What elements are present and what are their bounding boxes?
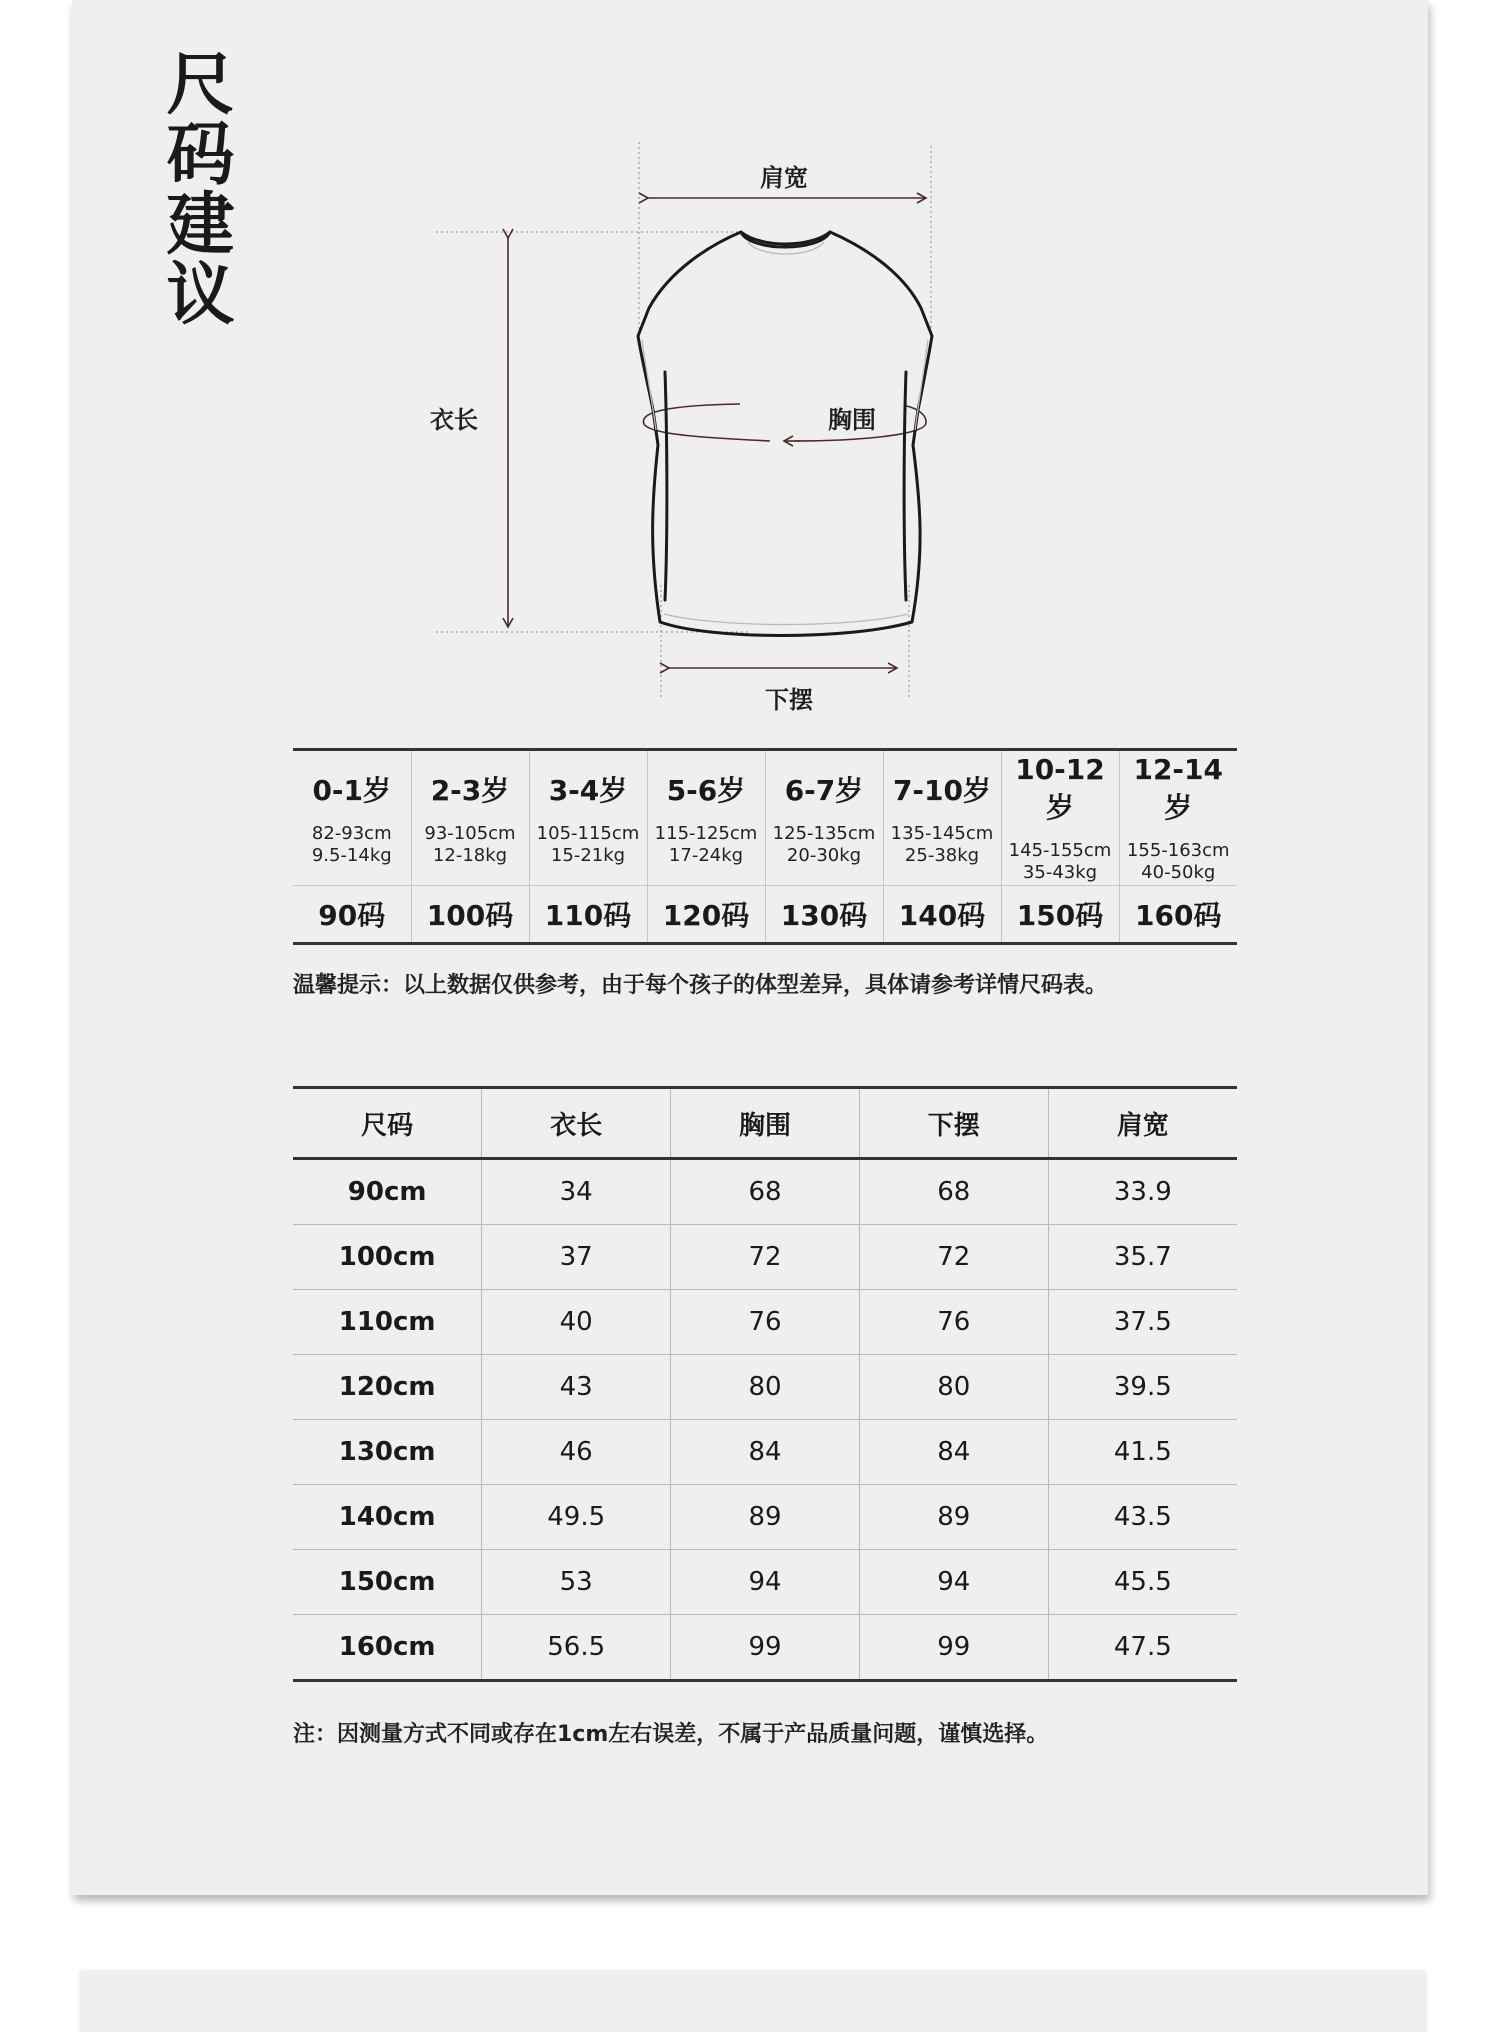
age-range: 3-4岁 [548,774,628,807]
size-code: 110码 [544,899,632,932]
header-shoulder: 肩宽 [1048,1088,1237,1159]
hem-cell: 89 [859,1485,1048,1550]
size-cell: 140cm [293,1485,482,1550]
size-cell: 130cm [293,1420,482,1485]
next-card-edge [80,1972,1426,2032]
length-cell: 40 [482,1290,671,1355]
size-code: 90码 [318,899,386,932]
height-range: 125-135cm [772,823,876,844]
size-cell: 100cm [293,1225,482,1290]
size-code: 150码 [1016,899,1104,932]
age-cell [1001,750,1119,886]
chest-cell: 68 [671,1159,860,1225]
size-cell: 90cm [293,1159,482,1225]
size-code-cell [1119,886,1237,944]
chest-cell: 76 [671,1290,860,1355]
size-chart-header-row [293,1088,1237,1159]
chest-label: 胸围 [828,406,876,434]
length-cell: 53 [482,1550,671,1615]
weight-range: 15-21kg [550,845,626,866]
size-code-cell [529,886,647,944]
table-row [293,1290,1237,1355]
size-code-cell [411,886,529,944]
age-row [293,750,1237,886]
reference-tip: 温馨提示：以上数据仅供参考，由于每个孩子的体型差异，具体请参考详情尺码表。 [293,973,1108,998]
height-range: 93-105cm [424,823,516,844]
size-code: 130码 [780,899,868,932]
hem-cell: 68 [859,1159,1048,1225]
height-range: 115-125cm [654,823,758,844]
length-cell: 56.5 [482,1615,671,1681]
height-range: 145-155cm [1008,839,1112,861]
table-row [293,1420,1237,1485]
table-row [293,1225,1237,1290]
shoulder-cell: 41.5 [1048,1420,1237,1485]
table-row [293,1159,1237,1225]
shoulder-cell: 37.5 [1048,1290,1237,1355]
shoulder-label: 肩宽 [760,164,808,192]
age-cell [1119,750,1237,886]
age-range: 2-3岁 [430,774,510,807]
size-cell: 120cm [293,1355,482,1420]
size-cell: 150cm [293,1550,482,1615]
header-size: 尺码 [293,1088,482,1159]
shoulder-cell: 33.9 [1048,1159,1237,1225]
size-code-cell [765,886,883,944]
size-code-cell [883,886,1001,944]
hem-cell: 72 [859,1225,1048,1290]
height-range: 105-115cm [536,823,640,844]
weight-range: 9.5-14kg [311,845,392,866]
weight-range: 40-50kg [1141,861,1216,883]
size-code-row [293,886,1237,944]
hem-label: 下摆 [765,686,813,714]
height-range: 135-145cm [890,823,994,844]
header-chest: 胸围 [671,1088,860,1159]
hem-cell: 94 [859,1550,1048,1615]
size-cell: 110cm [293,1290,482,1355]
chest-cell: 94 [671,1550,860,1615]
age-cell [883,750,1001,886]
chest-arrow [643,404,926,441]
size-code: 160码 [1135,899,1222,932]
table-row [293,1615,1237,1681]
height-range: 155-163cm [1126,839,1230,861]
size-code: 100码 [426,899,514,932]
size-chart-table [293,1086,1237,1682]
age-range: 7-10岁 [892,774,992,807]
age-cell [647,750,765,886]
length-cell: 43 [482,1355,671,1420]
garment-diagram [380,130,1000,730]
size-code-cell [647,886,765,944]
size-code: 120码 [662,899,750,932]
age-size-table [293,748,1237,945]
length-cell: 49.5 [482,1485,671,1550]
header-length: 衣长 [482,1088,671,1159]
weight-range: 12-18kg [432,845,508,866]
weight-range: 35-43kg [1022,861,1098,883]
chest-cell: 80 [671,1355,860,1420]
weight-range: 20-30kg [786,845,862,866]
table-row [293,1355,1237,1420]
chest-cell: 89 [671,1485,860,1550]
table-row [293,1485,1237,1550]
chest-cell: 72 [671,1225,860,1290]
chest-cell: 99 [671,1615,860,1681]
size-code: 140码 [898,899,986,932]
shoulder-cell: 39.5 [1048,1355,1237,1420]
chest-cell: 84 [671,1420,860,1485]
age-cell [293,750,411,886]
length-cell: 34 [482,1159,671,1225]
weight-range: 25-38kg [904,845,980,866]
header-hem: 下摆 [859,1088,1048,1159]
age-cell [411,750,529,886]
weight-range: 17-24kg [668,845,744,866]
table-row [293,1550,1237,1615]
height-range: 82-93cm [311,823,392,844]
age-range: 6-7岁 [784,774,864,807]
age-range: 5-6岁 [666,774,746,807]
age-range: 12-14岁 [1133,752,1224,824]
shoulder-cell: 35.7 [1048,1225,1237,1290]
shoulder-cell: 45.5 [1048,1550,1237,1615]
shoulder-cell: 43.5 [1048,1485,1237,1550]
hem-cell: 76 [859,1290,1048,1355]
age-range: 10-12岁 [1015,752,1105,824]
size-code-cell [293,886,411,944]
measurement-note: 注：因测量方式不同或存在1cm左右误差，不属于产品质量问题，谨慎选择。 [293,1722,1049,1747]
shoulder-cell: 47.5 [1048,1615,1237,1681]
length-label: 衣长 [430,406,478,434]
page-title: 尺码建议 [155,48,234,328]
length-cell: 37 [482,1225,671,1290]
hem-cell: 84 [859,1420,1048,1485]
age-cell [529,750,647,886]
size-code-cell [1001,886,1119,944]
hem-cell: 99 [859,1615,1048,1681]
size-cell: 160cm [293,1615,482,1681]
age-cell [765,750,883,886]
hem-cell: 80 [859,1355,1048,1420]
length-cell: 46 [482,1420,671,1485]
age-range: 0-1岁 [312,774,392,807]
